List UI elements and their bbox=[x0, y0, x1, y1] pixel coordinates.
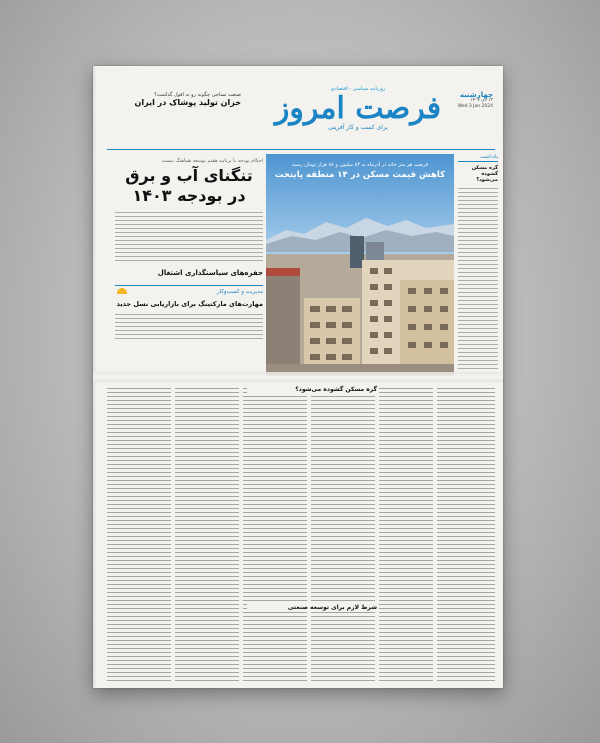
lead-kicker: احکام بودجه با برنامه هفتم توسعه هماهنگ نیست bbox=[161, 158, 263, 164]
brief-body-text bbox=[458, 186, 498, 372]
bottom-headline-industry: شرط لازم برای توسعه صنعتی bbox=[247, 604, 377, 611]
newspaper-logo: فرصت امروز bbox=[274, 91, 442, 126]
date-box bbox=[451, 92, 493, 110]
photo-caption-kicker: فرصت هر متر خانه در آذرماه به ۸۴ میلیون و ۸۸ هزار تومان رسید bbox=[291, 162, 429, 168]
masthead-kicker: روزنامه سیاسی - اقتصادی bbox=[330, 86, 386, 92]
section-headline: مهارت‌های مارکتینگ برای بازاریابی نسل جدید bbox=[116, 300, 263, 308]
date-day: چهارشنبه bbox=[459, 91, 493, 99]
lead-subhead: حفره‌های سیاستگذاری اشتغال bbox=[157, 269, 263, 277]
text-column bbox=[243, 386, 307, 681]
brief-title: گره مسکن گشوده می‌شود؟ bbox=[471, 165, 498, 183]
lead-story bbox=[115, 158, 263, 342]
lead-headline-line1: تنگنای آب و برق bbox=[125, 166, 253, 185]
city-buildings-illustration bbox=[266, 234, 454, 376]
brief-column bbox=[458, 154, 498, 372]
lead-headline-line2: در بودجه ۱۴۰۳ bbox=[132, 186, 246, 205]
section-header bbox=[115, 285, 263, 295]
top-left-teaser bbox=[111, 92, 241, 106]
date-persian: ۱۳ دی ۱۴۰۲ bbox=[470, 98, 493, 103]
photo-caption-headline: کاهش قیمت مسکن در ۱۴ منطقه پایتخت bbox=[274, 170, 446, 180]
masthead-tagline: برای کسب و کار آفرینی bbox=[328, 124, 388, 131]
text-column bbox=[379, 386, 433, 681]
brief-label: یادداشت bbox=[458, 154, 498, 162]
date-gregorian: Wed 3 Jan 2024 bbox=[457, 104, 493, 109]
lead-headline bbox=[115, 166, 263, 206]
bottom-headline-housing: گره مسکن گشوده می‌شود؟ bbox=[247, 386, 377, 393]
masthead-rule bbox=[107, 149, 495, 150]
teaser-kicker: صنعت نساجی چگونه رو به افول گذاشت؟ bbox=[154, 92, 241, 98]
section-label: مدیریت و کسب‌وکار bbox=[216, 289, 263, 295]
text-column bbox=[175, 386, 239, 681]
lamp-icon bbox=[117, 288, 127, 294]
section-body-text bbox=[115, 312, 263, 342]
teaser-title: خزان تولید پوشاک در ایران bbox=[134, 98, 241, 107]
text-column bbox=[107, 386, 171, 681]
bottom-half-articles bbox=[107, 386, 495, 681]
photo-caption bbox=[270, 162, 450, 180]
masthead bbox=[263, 86, 453, 144]
text-column bbox=[311, 386, 375, 681]
cover-photo bbox=[266, 154, 454, 376]
text-column bbox=[437, 386, 495, 681]
lead-body-text bbox=[115, 210, 263, 264]
newspaper-page bbox=[93, 66, 503, 688]
